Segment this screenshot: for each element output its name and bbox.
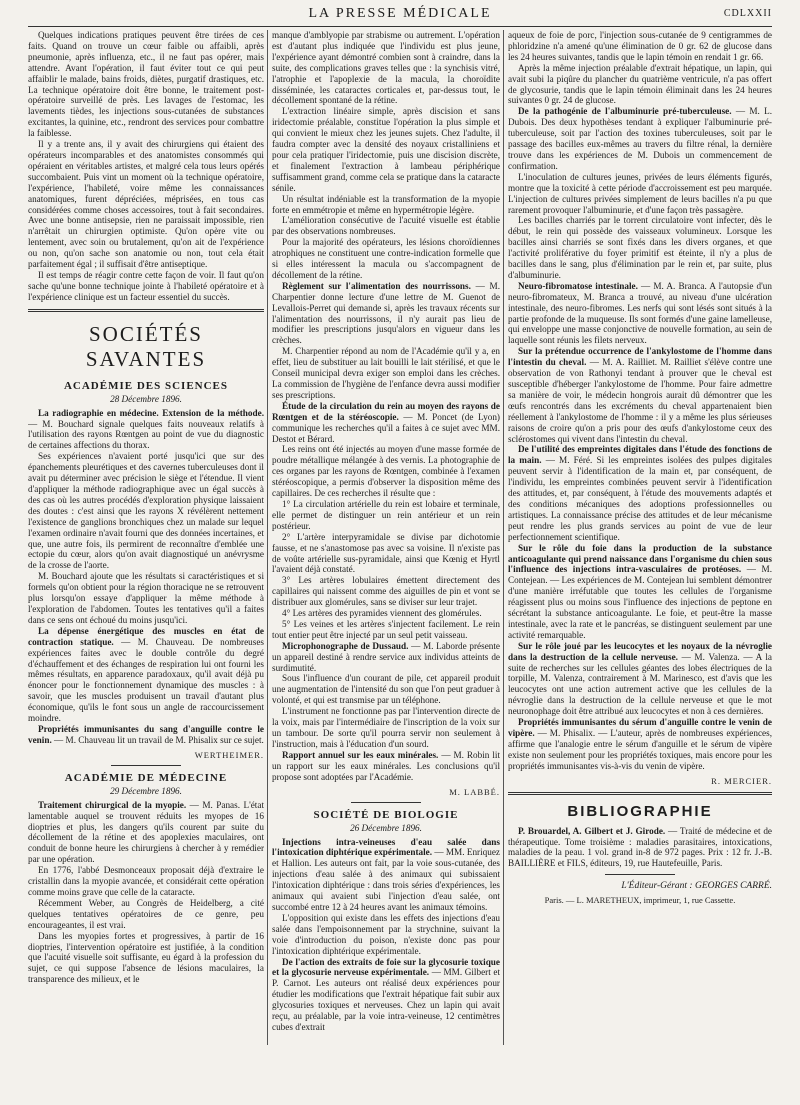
paragraph: aqueux de foie de porc, l'injection sous-cutanée de 9 centigrammes de phloridzine n'a amené qu'une élimination de 0 gr. 62 de glucose dans les 24 heures suivantes, tandis que le lapin témoin en rendait 1 gr. 66. (508, 30, 772, 62)
academie-medecine-heading: ACADÉMIE DE MÉDECINE (64, 771, 228, 784)
article-heading: De l'utilité des empreintes digitales dans l'étude des fonctions de la main. (508, 444, 772, 466)
article-heading: Étude de la circulation du rein au moyen des rayons de Rœntgen et de la stéréoscopie. (272, 400, 500, 422)
article-body: — M. A. Railliet. M. Railliet s'élève contre une observation de von Rathonyi tendant à prouver que le cheval est susceptible d'héberger l'ankylostome de l'homme. Pour faire admettre sa manière de voir, le médecin hongrois aurait dû démontrer que les œufs rencontrés dans les excréments du cheval appartenaient bien réellement à l'ankylostome de l'homme : il y a même les plus sérieuses raisons de croire qu'on a pris pour des œufs d'ankylostome ceux des sclérostomes qui vivent dans l'intestin du cheval. (508, 357, 772, 444)
paragraph: Il y a trente ans, il y avait des chirurgiens qui étaient des opérateurs incomparables et des anatomistes consommés qui opéraient en véritables artistes, et malgré cela tous leurs opérés succombaient. Puis vint un moment où la technique opératoire, l'expérience, l'habileté, voire même les connaissances anatomiques, furent dépréciées, méprisées, en tous cas considérées comme choses accessoires, tout à fait secondaires. Avec une bonne antisepsie, rien ne paraissait impossible, rien n'arrêtait un chirurgien optimiste. Qu'on opère vite ou lentement, avec soin ou brutalement, qu'on ait de l'expérience ou non, qu'on sache son anatomie ou non, tout cela était parfaitement égal ; il suffisait d'être antiseptique. (28, 139, 264, 270)
author-signature: M. LABBÉ. (449, 786, 500, 797)
article-body: — M. Contejean. — Les expériences de M. Contejean lui semblent démontrer d'une manière irréfutable que toutes les cellules de l'organisme réagissent plus ou moins sous l'influence des injections de peptone en sécrétant la substance anticoagulante. Le foie, et peut-être la masse intestinale, avec la rate et le pancréas, se distinguent seulement par une activité remarquable. (508, 564, 772, 640)
bibliographie-title: BIBLIOGRAPHIE (567, 802, 713, 820)
author-signature: R. MERCIER. (711, 775, 772, 786)
paragraph: manque d'amblyopie par strabisme ou autrement. L'opération est d'autant plus indiquée que l'individu est plus jeune, l'expérience ayant démontré combien sont à craindre, dans la suite, des complications graves telles que : la synchisis vitré, l'atrophie et l'apoplexie de la macula, la choroïdite disséminée, les cataractes corticales et, par-dessus tout, le décollement spontané de la rétine. (272, 30, 500, 106)
header-rule (28, 26, 772, 27)
article-body: — M. Bouchard signale quelques faits nouveaux relatifs à l'utilisation des rayons Rœntgen au point de vue du diagnostic de certaines affections du thorax. (28, 418, 264, 451)
article-heading: Sur le rôle du foie dans la production de la substance anticoagulante qui prend naissance dans l'organisme du chien sous l'influence des injections intra-vasculaires de protéoses. (508, 542, 772, 575)
short-divider (351, 802, 421, 803)
page-header (28, 6, 772, 24)
column-2 (272, 30, 500, 1045)
paragraph: L'opposition qui existe dans les effets des injections d'eau salée dans l'empoisonnement par la strychnine, suivant la voie d'introduction du poison, n'existe donc pas pour l'intoxication diphtérique expérimentale. (272, 912, 500, 956)
page-number: CDLXXII (723, 8, 772, 19)
article-body: — M. A. Branca. A l'autopsie d'un neuro-fibromateux, M. Branca a trouvé, au niveau d'une ulcération intestinale, des neuro-fibromes. Les nerfs qui sont lésés sont situés à la partie profonde de la muqueuse. Ils sont formés d'une gaine lamelleuse, qui enveloppe une masse conjonctive de nouvelle formation, au sein de laquelle sont réunis les filets nerveux. (508, 280, 772, 346)
article-body: — M. Féré. Si les empreintes isolées des pulpes digitales peuvent servir à l'identification de la main et, par conséquent, de l'individu, les empreintes combinées peuvent servir à l'identification des attitudes, et, par conséquent, à l'étude des mouvements adaptés et des conditions mécaniques des adoptions professionnelles ou artistiques. La connaissance précise des attitudes et de leur mécanisme peut rendre les plus grands services au point de vue de leur perfectionnement scientifique. (508, 455, 772, 542)
paragraph: Un résultat indéniable est la transformation de la myopie forte en emmétropie et même en hypermétropie légère. (272, 193, 500, 215)
author-signature: WERTHEIMER. (194, 749, 264, 760)
article (508, 106, 772, 171)
paragraph: M. Charpentier répond au nom de l'Académie qu'il y a, en effet, lieu de substituer au lait bouilli le lait stérilisé, et que le Conseil municipal devra exiger son emploi dans les crèches. La commission de l'hygiène de l'enfance devra aussi modifier ses prescriptions. (272, 346, 500, 400)
paragraph: Il est temps de réagir contre cette façon de voir. Il faut qu'on sache qu'une bonne technique jointe à l'habileté opératoire et à l'expérience clinique est un facteur essentiel du succès. (28, 269, 264, 302)
paragraph: Les bacilles charriés par le torrent circulatoire vont infecter, dès le début, le rein qui possède des vaisseaux volumineux. Lorsque les bacilles ainsi charriés se sont fixés dans les divers organes, et que l'activité proliférative du foyer primitif est éteinte, il n'y a plus de bacilles dans le sang, plus d'élimination par le rein et, par suite, plus d'albuminurie. (508, 215, 772, 280)
paragraph: L'inoculation de cultures jeunes, privées de leurs éléments figurés, montre que la toxicité à cette période d'accroissement est peu marquée. L'injection de cultures privées simplement de leurs bacilles n'a pu que rarement provoquer l'albuminurie, et d'une façon très passagère. (508, 171, 772, 215)
article-heading: Microphonographe de Dussaud. (282, 640, 409, 651)
paragraph: M. Bouchard ajoute que les résultats si caractéristiques et si formels qu'on obtient pour la région thoracique ne se retrouvent plus lorsqu'on essaye d'appliquer la même méthode à l'exploration de l'abdomen. Toutes les tentatives qu'il a faites dans ce sens ont échoué du moins jusqu'ici. (28, 571, 264, 625)
article-heading: Sur la prétendue occurrence de l'ankylostome de l'homme dans l'intestin du cheval. (508, 346, 772, 368)
article (508, 543, 772, 641)
academie-sciences-heading: ACADÉMIE DES SCIENCES (63, 379, 229, 392)
bibliography-body: — Traité de médecine et de thérapeutique. Tome troisième : maladies parasitaires, intoxications, maladies de la peau. 1 vol. grand in-8 de 972 pages. Prix : 12 fr. J.-B. BAILLIÈRE et FILS, éditeurs, 19, rue Hautefeuille, Paris. (508, 825, 772, 869)
article-heading: La radiographie en médecine. Extension de la méthode. (38, 407, 264, 418)
paragraph: Récemment Weber, au Congrès de Heidelberg, a cité quelques tentatives opératoires de ce genre, peu encourageantes, il est vrai. (28, 897, 264, 930)
article (28, 626, 264, 724)
article (508, 346, 772, 444)
paragraph: L'amélioration consécutive de l'acuité visuelle est établie par des observations nombreuses. (272, 215, 500, 237)
article-body: — M. Phisalix. — L'auteur, après de nombreuses expériences, affirme que l'analogie entre le sérum d'anguille et le sérum de vipère existe non seulement pour les propriétés toxiques, mais encore pour les propriétés immunisantes vis-à-vis du venin de vipère. (508, 728, 772, 771)
article-body: — M. Panas. L'état lamentable auquel se trouvent réduits les myopes de 16 dioptries et plus, les dangers qu'ils courent par suite du décollement de la rétine et des apoplexies maculaires, ont conduit de bonne heure les chirurgiens à chercher à y remédier par une opération. (28, 799, 264, 865)
article-heading: Sur le rôle joué par les leucocytes et les noyaux de la névroglie dans la destruction de la cellule nerveuse. (508, 640, 772, 662)
article-heading: De l'action des extraits de foie sur la glycosurie toxique et la glycosurie nerveuse expérimentale. (272, 956, 500, 978)
article-heading: La dépense énergétique des muscles en état de contraction statique. (28, 625, 264, 647)
bibliography-entry (508, 826, 772, 870)
section-divider (28, 309, 264, 312)
article (272, 837, 500, 913)
article (272, 401, 500, 445)
article-body: — MM. Enriquez et Hallion. Les auteurs ont fait, par la voie sous-cutanée, des injections d'eau salée à des animaux qui subissaient l'intoxication diphtérique : dans trois séries d'expériences, les animaux qui avaient subi l'injection d'eau salée, ont succombé entre 12 à 24 heures avant les animaux témoins. (272, 847, 500, 912)
paragraph: Pour la majorité des opérateurs, les lésions choroïdiennes atrophiques ne constituent une contre-indication formelle que si elles intéressent la macula ou s'accompagnent de décollement de la rétine. (272, 237, 500, 280)
printer-line: Paris. — L. MARETHEUX, imprimeur, 1, rue Cassette. (544, 895, 736, 906)
societes-savantes-title: SOCIÉTÉS SAVANTES (85, 321, 207, 371)
article-heading: Propriétés immunisantes du sérum d'anguille contre le venin de vipère. (508, 717, 772, 738)
list-item: 4° Les artères des pyramides viennent des glomérules. (282, 608, 482, 619)
paragraph: L'extraction linéaire simple, après discision et sans iridectomie préalable, constitue l'opération la plus simple et qui convient le mieux chez les jeunes sujets. Chez l'adulte, il faudra compter avec la densité des noyaux cristalliniens et pour cela pratiquer l'iridectomie, puis une discision discrète, et finalement l'extraction à lambeau périphérique suffisamment grand, comme cela se pratique dans la cataracte sénile. (272, 106, 500, 193)
article-body: — M. Chauveau lit un travail de M. Phisalix sur ce sujet. (51, 734, 264, 745)
article (272, 281, 500, 346)
article-body: — M. Valenza. — A la suite de recherches sur les cellules géantes des lobes électriques de la torpille, M. Valenza, contrairement à M. Marinesco, est d'avis que les leucocytes ont une action autrement active que les cellules de la névroglie dans la destruction de la cellule nerveuse et que le mot neuronophage doit être attribué aux leucocytes et non à ces dernières. (508, 651, 772, 717)
column-1 (28, 30, 264, 1045)
article (508, 717, 772, 772)
article-heading: Rapport annuel sur les eaux minérales. (282, 749, 439, 760)
paragraph: Après la même injection préalable d'extrait hépatique, un lapin, qui avait subi la piqûre du plancher du quatrième ventricule, n'a pas offert de glycosurie, tandis que le lapin témoin éliminait dans les 24 heures suivantes 0 gr. 24 de glucose. (508, 62, 772, 106)
short-divider (605, 874, 675, 875)
article (272, 957, 500, 1033)
article-body: — M. Poncet (de Lyon) communique les recherches qu'il a faites à ce sujet avec MM. Destot et Bérard. (272, 411, 500, 444)
article-heading: De la pathogénie de l'albuminurie pré-tuberculeuse. (518, 106, 732, 117)
article-heading: Traitement chirurgical de la myopie. (38, 799, 187, 810)
section-divider (508, 792, 772, 795)
session-date: 26 Décembre 1896. (350, 822, 422, 833)
article-body: — M. Robin lit un rapport sur les eaux minérales. Les conclusions qu'il propose sont adoptées par l'Académie. (272, 749, 500, 782)
article (28, 408, 264, 452)
paragraph: Les reins ont été injectés au moyen d'une masse formée de poudre métallique mélangée à des vernis. La photographie de ces organes par les rayons de Rœntgen, combinée à l'examen stéréoscopique, a permis d'observer la disposition même des capillaires. De ces recherches il résulte que : (272, 444, 500, 499)
list-item: 1° La circulation artérielle du rein est lobaire et terminale, elle permet de distinguer un rein antérieur et un rein postérieur. (272, 498, 500, 531)
editor-line: L'Éditeur-Gérant : GEORGES CARRÉ. (621, 881, 772, 892)
session-date: 28 Décembre 1896. (110, 393, 182, 404)
article-heading: Injections intra-veineuses d'eau salée dans l'intoxication diphtérique expérimentale. (272, 836, 500, 858)
article (508, 641, 772, 717)
article-heading: Propriétés immunisantes du sang d'anguille contre le venin. (28, 723, 264, 745)
list-item: 2° L'artère interpyramidale se divise par dichotomie fausse, et ne s'anastomose pas avec sa voisine. Il n'existe pas de voûte artérielle sus-pyramidale, ainsi que Kœnig et Hyrtl l'avaient déjà constaté. (272, 531, 500, 575)
list-item: 5° Les veines et les artères s'injectent facilement. Le rein tout entier peut être injecté par un seul petit vaisseau. (272, 618, 500, 640)
article-body: — M. Chauveau. De nombreuses expériences faites avec le double contrôle du degré d'échauffement et des échanges de respiration lui ont fourni les mêmes résultats, en apparence paradoxaux, qu'il avait déjà pu énoncer pour le fonctionnement dynamique des muscles : à savoir, que les muscles produisent un travail d'autant plus économique, qu'ils le font sous un angle de raccourcissement moindre. (28, 636, 264, 724)
paragraph: En 1776, l'abbé Desmonceaux proposait déjà d'extraire le cristallin dans la myopie avancée, et considérait cette opération comme moins grave que celle de la cataracte. (28, 865, 264, 897)
article-heading: Neuro-fibromatose intestinale. (518, 280, 638, 291)
article (28, 724, 264, 746)
session-date: 29 Décembre 1896. (110, 785, 182, 796)
societe-biologie-heading: SOCIÉTÉ DE BIOLOGIE (313, 808, 459, 821)
list-item: 3° Les artères lobulaires émettent directement des capillaires qui naissent comme des aiguilles de pin et vont se distribuer aux glomérules, sans se diviser sur leur trajet. (272, 575, 500, 608)
bibliography-authors: P. Brouardel, A. Gilbert et J. Girode. (518, 825, 666, 836)
journal-title: LA PRESSE MÉDICALE (308, 6, 492, 21)
column-3 (508, 30, 772, 1045)
article-body: — M. Charpentier donne lecture d'une lettre de M. Guenot de Levallois-Perret qui demande si, après les travaux récents sur l'alimentation des nourrissons, il n'y aurait pas lieu de modifier les prescriptions jusqu'alors en vigueur dans les crèches. (272, 280, 500, 346)
column-rule-2 (503, 30, 504, 1045)
article (28, 800, 264, 865)
paragraph: Sous l'influence d'un courant de pile, cet appareil produit une augmentation de l'intensité du son que l'on peut graduer à volonté, et qui est transmise par un téléphone. (272, 673, 500, 706)
article (272, 641, 500, 674)
article-heading: Règlement sur l'alimentation des nourrissons. (282, 280, 471, 291)
article (508, 281, 772, 346)
article (272, 750, 500, 783)
paragraph: L'instrument ne fonctionne pas par l'intervention directe de la voix, mais par l'intermédiaire de l'inscription de la voix sur un tambour. De sorte qu'il pourra servir non seulement à l'instruction, mais à l'éducation d'un sourd. (272, 706, 500, 749)
article-body: — M. L. Dubois. Des deux hypothèses tendant à expliquer l'albuminurie pré-tuberculeuse, soit par l'action des toxines tuberculeuses, soit par le passage des bacilles eux-mêmes au travers du filtre rénal, la dernière trouve dans les expériences de M. Dubois un commencement de confirmation. (508, 106, 772, 171)
paragraph: Quelques indications pratiques peuvent être tirées de ces faits. Quand on trouve un cœur faible ou affaibli, après pneumonie, après influenza, etc., il ne faut pas opérer, mais attendre. Avant l'opération, il faut éviter tout ce qui peut affaiblir le malade, bains froids, diètes, purgatif drastiques, etc. La technique opératoire doit être bonne, le traitement post-opératoire surveillé de près. Les lavages de l'estomac, les lavements tièdes, les injections sous-cutanées de substances excitantes, la quinine, etc., rendront des services pour combattre la faiblesse. (28, 30, 264, 139)
paragraph: Ses expériences n'avaient porté jusqu'ici que sur des épanchements pleurétiques et des cavernes tuberculeuses dont il avait pu déterminer avec précision le siège et l'étendue. Il vient d'appliquer la méthode radiographique avec un égal succès à des cas où les autres procédés d'exploration physique laissaient des doutes : c'est ainsi que les rayons X révélèrent nettement l'existence de ganglions bronchiques chez un malade sur lequel l'examen ordinaire n'avait fourni que des données incertaines, et que, une autre fois, ils permirent de reconnaître d'emblée une ectopie du cœur, alors qu'on avait diagnostiqué un anévrysme de la crosse de l'aorte. (28, 451, 264, 571)
column-rule-1 (267, 30, 268, 1045)
paragraph: Dans les myopies fortes et progressives, à partir de 16 dioptries, l'intervention opératoire est justifiée, à la condition que l'acuité visuelle soit suffisante, eu égard à la profession du sujet, ce qui suppose l'absence de lésions maculaires, la transparence des milieux, et le (28, 930, 264, 985)
short-divider (111, 765, 181, 766)
article-body: — MM. Gilbert et P. Carnot. Les auteurs ont réalisé deux expériences pour étudier les modifications que l'extrait hépatique fait subir aux glycosuries toxiques et nerveuses. Chez un lapin qui avait reçu, au préalable, par la voie intra-veineuse, 12 centimètres cubes d'extrait (272, 967, 500, 1032)
article (508, 444, 772, 542)
article-body: — M. Laborde présente un appareil destiné à rendre service aux individus atteints de surdimutité. (272, 640, 500, 673)
